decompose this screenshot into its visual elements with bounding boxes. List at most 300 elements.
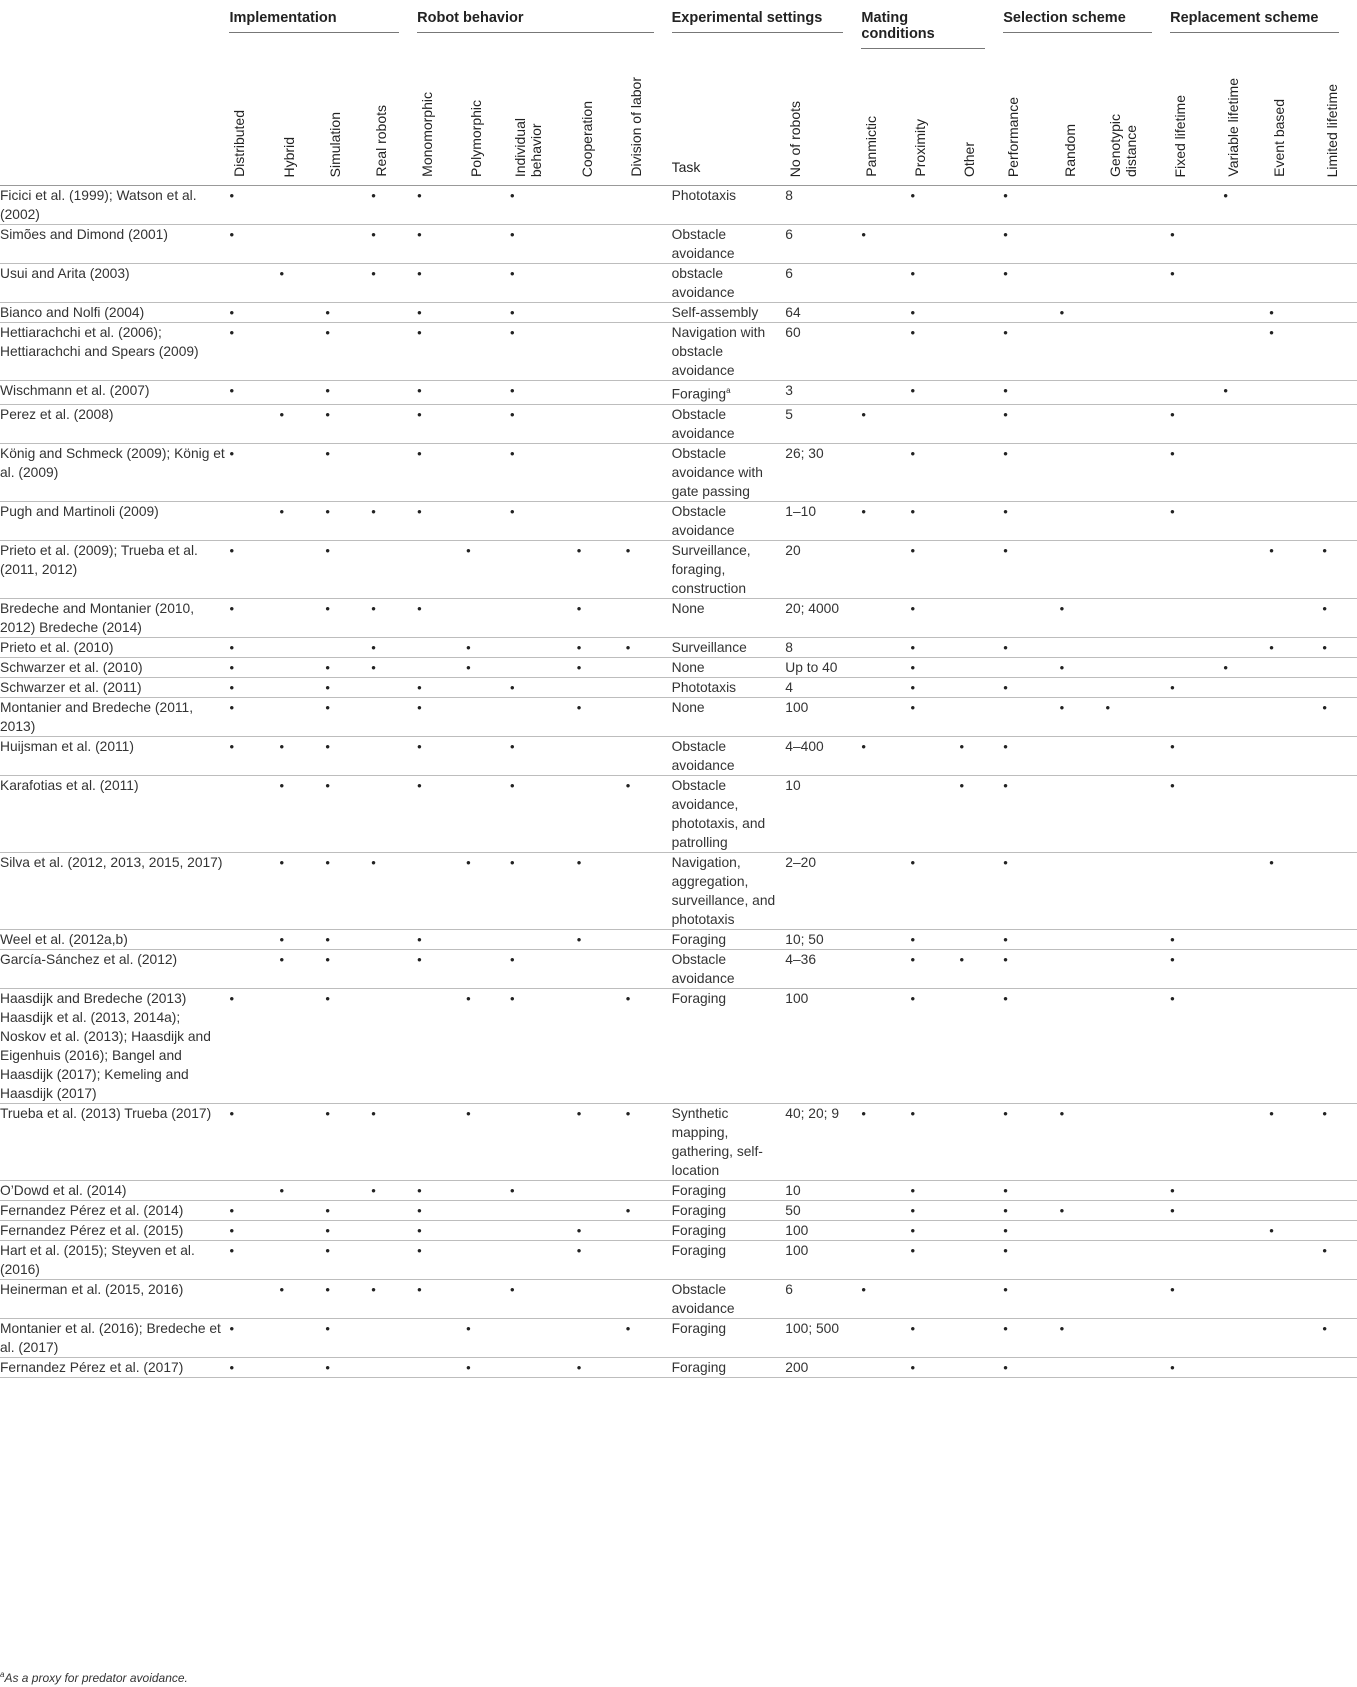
dot-cell — [959, 736, 1003, 775]
dot-cell — [279, 677, 325, 697]
dot-cell — [626, 1103, 672, 1180]
table-row — [0, 1357, 1357, 1377]
dot-cell — [626, 657, 672, 677]
bullet-mark: • — [229, 1222, 234, 1238]
dot-cell — [325, 540, 371, 598]
dot-cell — [229, 1220, 279, 1240]
dot-cell — [325, 1180, 371, 1200]
dot-cell — [1269, 501, 1322, 540]
dot-cell — [371, 186, 417, 225]
bullet-mark: • — [417, 699, 422, 715]
column-header-row — [0, 49, 1357, 186]
dot-cell — [861, 443, 910, 501]
task-cell — [672, 323, 786, 381]
task-cell — [672, 1103, 786, 1180]
dot-cell — [861, 501, 910, 540]
dot-cell — [279, 949, 325, 988]
bullet-mark: • — [910, 854, 915, 870]
dot-cell — [1003, 677, 1059, 697]
bullet-mark: • — [466, 659, 471, 675]
bullet-mark: • — [910, 305, 915, 320]
table-row — [0, 540, 1357, 598]
dot-cell — [1170, 697, 1223, 736]
dot-cell — [229, 323, 279, 381]
robot-count-cell: 100 — [785, 697, 861, 736]
column-header — [959, 49, 1003, 186]
dot-cell — [229, 1240, 279, 1279]
dot-cell — [1269, 1180, 1322, 1200]
dot-cell — [577, 598, 626, 637]
reference-cell: García-Sánchez et al. (2012) — [0, 949, 229, 988]
dot-cell — [466, 988, 510, 1103]
bullet-mark: • — [576, 931, 582, 947]
dot-cell — [959, 929, 1003, 949]
bullet-mark: • — [325, 951, 330, 967]
dot-cell — [371, 501, 417, 540]
dot-cell — [417, 381, 466, 405]
bullet-mark: • — [325, 383, 330, 398]
bullet-mark: • — [1059, 1105, 1065, 1121]
dot-cell — [910, 852, 959, 929]
bullet-mark: • — [1322, 1105, 1327, 1121]
dot-cell — [1269, 1240, 1322, 1279]
bullet-mark: • — [1059, 305, 1065, 320]
bullet-mark: • — [625, 777, 631, 793]
group-header — [672, 6, 862, 49]
robot-count-cell: 1–10 — [785, 501, 861, 540]
dot-cell — [626, 1357, 672, 1377]
bullet-mark: • — [325, 777, 330, 793]
reference-cell: Karafotias et al. (2011) — [0, 775, 229, 852]
bullet-mark: • — [229, 1105, 234, 1121]
bullet-mark: • — [229, 600, 234, 616]
dot-cell — [861, 1180, 910, 1200]
task-cell — [672, 1200, 786, 1220]
group-header — [1003, 6, 1170, 49]
dot-cell — [279, 598, 325, 637]
dot-cell — [1170, 323, 1223, 381]
dot-cell — [910, 988, 959, 1103]
dot-cell — [1322, 1103, 1357, 1180]
task-cell — [672, 598, 786, 637]
dot-cell — [1322, 736, 1357, 775]
dot-cell — [417, 775, 466, 852]
dot-cell — [1003, 637, 1059, 657]
dot-cell — [371, 657, 417, 677]
dot-cell — [510, 1220, 577, 1240]
bullet-mark: • — [1170, 1359, 1175, 1375]
dot-cell — [510, 404, 577, 443]
dot-cell — [371, 697, 417, 736]
table-row — [0, 598, 1357, 637]
bullet-mark: • — [466, 1320, 471, 1336]
reference-cell: Bredeche and Montanier (2010, 2012) Bredeche (2014) — [0, 598, 229, 637]
dot-cell — [1003, 540, 1059, 598]
bullet-mark: • — [509, 1182, 515, 1198]
dot-cell — [1170, 949, 1223, 988]
dot-cell — [371, 1220, 417, 1240]
bullet-mark: • — [1170, 931, 1175, 947]
dot-cell — [959, 1357, 1003, 1377]
dot-cell — [371, 949, 417, 988]
dot-cell — [626, 775, 672, 852]
dot-cell — [1223, 657, 1269, 677]
dot-cell — [510, 225, 577, 264]
dot-cell — [1060, 736, 1106, 775]
dot-cell — [325, 988, 371, 1103]
dot-cell — [466, 949, 510, 988]
dot-cell — [910, 929, 959, 949]
table-row — [0, 949, 1357, 988]
bullet-mark: • — [325, 699, 330, 715]
dot-cell — [626, 598, 672, 637]
dot-cell — [1269, 323, 1322, 381]
bullet-mark: • — [417, 1281, 422, 1297]
dot-cell — [279, 1200, 325, 1220]
bullet-mark: • — [1059, 699, 1065, 715]
dot-cell — [1060, 852, 1106, 929]
column-header-label: Simulation — [327, 111, 344, 177]
dot-cell — [910, 264, 959, 303]
dot-cell — [1269, 381, 1322, 405]
dot-cell — [577, 677, 626, 697]
column-header-label: No of robots — [787, 100, 804, 177]
column-header-label: Fixed lifetime — [1172, 94, 1189, 177]
dot-cell — [279, 1220, 325, 1240]
dot-cell — [910, 775, 959, 852]
column-header-label: Other — [961, 141, 978, 177]
bullet-mark: • — [959, 738, 965, 754]
dot-cell — [1060, 323, 1106, 381]
bullet-mark: • — [509, 951, 515, 967]
dot-cell — [910, 323, 959, 381]
bullet-mark: • — [229, 1320, 234, 1336]
bullet-mark: • — [466, 990, 471, 1006]
bullet-mark: • — [417, 931, 422, 947]
reference-cell: König and Schmeck (2009); König et al. (2009) — [0, 443, 229, 501]
dot-cell — [1223, 381, 1269, 405]
dot-cell — [959, 443, 1003, 501]
dot-cell — [229, 225, 279, 264]
dot-cell — [1223, 323, 1269, 381]
dot-cell — [1322, 949, 1357, 988]
dot-cell — [325, 1357, 371, 1377]
bullet-mark: • — [371, 188, 376, 203]
bullet-mark: • — [325, 1242, 330, 1258]
dot-cell — [279, 1279, 325, 1318]
dot-cell — [466, 1220, 510, 1240]
task-cell — [672, 852, 786, 929]
task-text: None — [671, 699, 705, 715]
group-header-row — [0, 6, 1357, 49]
dot-cell — [910, 1103, 959, 1180]
dot-cell — [279, 540, 325, 598]
reference-cell: Montanier et al. (2016); Bredeche et al. (2017) — [0, 1318, 229, 1357]
dot-cell — [1223, 225, 1269, 264]
bullet-mark: • — [417, 227, 422, 242]
dot-cell — [626, 540, 672, 598]
dot-cell — [1003, 598, 1059, 637]
dot-cell — [1223, 1200, 1269, 1220]
dot-cell — [1105, 697, 1170, 736]
dot-cell — [1060, 697, 1106, 736]
dot-cell — [466, 323, 510, 381]
dot-cell — [229, 1357, 279, 1377]
dot-cell — [577, 1357, 626, 1377]
column-header-label: Proximity — [912, 119, 929, 177]
dot-cell — [417, 677, 466, 697]
dot-cell — [417, 1279, 466, 1318]
dot-cell — [1003, 1220, 1059, 1240]
dot-cell — [279, 988, 325, 1103]
dot-cell — [371, 736, 417, 775]
dot-cell — [1105, 1240, 1170, 1279]
reference-cell: Usui and Arita (2003) — [0, 264, 229, 303]
task-cell — [672, 1279, 786, 1318]
dot-cell — [861, 929, 910, 949]
dot-cell — [371, 598, 417, 637]
bullet-mark: • — [1269, 305, 1274, 320]
task-text: Foraging — [671, 1222, 727, 1238]
dot-cell — [626, 443, 672, 501]
column-header — [626, 49, 672, 186]
dot-cell — [371, 637, 417, 657]
bullet-mark: • — [371, 639, 376, 655]
footnote-mark: a — [0, 1670, 5, 1679]
dot-cell — [910, 1240, 959, 1279]
dot-cell — [626, 381, 672, 405]
column-header — [1105, 49, 1170, 186]
dot-cell — [417, 303, 466, 323]
bullet-mark: • — [1003, 1182, 1008, 1198]
task-cell — [672, 225, 786, 264]
dot-cell — [861, 540, 910, 598]
dot-cell — [1223, 1180, 1269, 1200]
dot-cell — [626, 1200, 672, 1220]
bullet-mark: • — [325, 931, 330, 947]
dot-cell — [417, 186, 466, 225]
task-text: Foraging — [671, 990, 727, 1006]
dot-cell — [1003, 1103, 1059, 1180]
column-header-label: Variable lifetime — [1225, 78, 1242, 177]
dot-cell — [466, 1240, 510, 1279]
task-text: Obstacle avoidance — [671, 951, 735, 986]
dot-cell — [1223, 540, 1269, 598]
dot-cell — [1269, 988, 1322, 1103]
dot-cell — [910, 657, 959, 677]
dot-cell — [1322, 381, 1357, 405]
dot-cell — [1269, 1318, 1322, 1357]
bullet-mark: • — [417, 188, 422, 203]
dot-cell — [1322, 303, 1357, 323]
dot-cell — [1269, 1357, 1322, 1377]
dot-cell — [1322, 637, 1357, 657]
dot-cell — [1170, 1279, 1223, 1318]
bullet-mark: • — [325, 679, 330, 695]
dot-cell — [959, 852, 1003, 929]
dot-cell — [417, 657, 466, 677]
table-row — [0, 929, 1357, 949]
dot-cell — [1322, 1357, 1357, 1377]
dot-cell — [279, 501, 325, 540]
dot-cell — [229, 697, 279, 736]
dot-cell — [229, 1318, 279, 1357]
task-text: Foraging — [671, 1202, 727, 1218]
dot-cell — [229, 1180, 279, 1200]
reference-cell: Wischmann et al. (2007) — [0, 381, 229, 405]
robot-count-cell: 200 — [785, 1357, 861, 1377]
task-text: Surveillance, foraging, construction — [671, 542, 751, 596]
robot-count-cell: 4–400 — [785, 736, 861, 775]
bullet-mark: • — [861, 406, 866, 422]
table-body — [0, 186, 1357, 1378]
task-text: Foraging — [671, 386, 727, 402]
dot-cell — [1060, 186, 1106, 225]
dot-cell — [417, 949, 466, 988]
robot-count-cell: 6 — [785, 225, 861, 264]
bullet-mark: • — [1003, 854, 1008, 870]
dot-cell — [861, 225, 910, 264]
dot-cell — [577, 1318, 626, 1357]
dot-cell — [371, 1357, 417, 1377]
dot-cell — [371, 929, 417, 949]
dot-cell — [1170, 598, 1223, 637]
reference-cell: Hettiarachchi et al. (2006); Hettiarachchi and Spears (2009) — [0, 323, 229, 381]
task-cell — [672, 677, 786, 697]
dot-cell — [279, 186, 325, 225]
dot-cell — [910, 1279, 959, 1318]
dot-cell — [959, 775, 1003, 852]
dot-cell — [325, 1279, 371, 1318]
dot-cell — [510, 1180, 577, 1200]
dot-cell — [626, 929, 672, 949]
dot-cell — [229, 186, 279, 225]
dot-cell — [325, 443, 371, 501]
dot-cell — [466, 1103, 510, 1180]
dot-cell — [417, 1180, 466, 1200]
dot-cell — [279, 637, 325, 657]
dot-cell — [417, 988, 466, 1103]
column-header — [417, 49, 466, 186]
bullet-mark: • — [325, 990, 330, 1006]
dot-cell — [371, 677, 417, 697]
dot-cell — [1269, 852, 1322, 929]
dot-cell — [325, 1240, 371, 1279]
table-row — [0, 264, 1357, 303]
group-header — [229, 6, 417, 49]
dot-cell — [910, 1318, 959, 1357]
table-row — [0, 381, 1357, 405]
dot-cell — [466, 598, 510, 637]
dot-cell — [861, 1200, 910, 1220]
column-header-label: Individual behavior — [511, 117, 544, 177]
robot-count-cell: 8 — [785, 637, 861, 657]
dot-cell — [1003, 381, 1059, 405]
dot-cell — [417, 264, 466, 303]
dot-cell — [1105, 1200, 1170, 1220]
dot-cell — [325, 264, 371, 303]
bullet-mark: • — [325, 1105, 330, 1121]
dot-cell — [1060, 225, 1106, 264]
dot-cell — [1269, 949, 1322, 988]
bullet-mark: • — [1003, 1202, 1008, 1218]
dot-cell — [1003, 1279, 1059, 1318]
bullet-mark: • — [1170, 445, 1175, 461]
reference-cell: Fernandez Pérez et al. (2017) — [0, 1357, 229, 1377]
column-header — [1170, 49, 1223, 186]
task-cell — [672, 443, 786, 501]
bullet-mark: • — [417, 325, 422, 340]
task-text: Synthetic mapping, gathering, self-location — [671, 1105, 763, 1178]
bullet-mark: • — [1003, 227, 1008, 242]
bullet-mark: • — [625, 639, 631, 655]
dot-cell — [510, 264, 577, 303]
bullet-mark: • — [1003, 325, 1008, 340]
dot-cell — [1269, 404, 1322, 443]
dot-cell — [1322, 1200, 1357, 1220]
bullet-mark: • — [509, 445, 515, 461]
dot-cell — [279, 303, 325, 323]
dot-cell — [577, 1240, 626, 1279]
dot-cell — [1223, 1357, 1269, 1377]
bullet-mark: • — [371, 1182, 376, 1198]
robot-count-cell: 20 — [785, 540, 861, 598]
bullet-mark: • — [1322, 699, 1327, 715]
dot-cell — [1269, 775, 1322, 852]
group-header-label: Selection scheme — [1003, 6, 1152, 33]
dot-cell — [279, 736, 325, 775]
bullet-mark: • — [417, 406, 422, 422]
dot-cell — [959, 949, 1003, 988]
dot-cell — [1170, 736, 1223, 775]
task-cell — [672, 697, 786, 736]
dot-cell — [229, 598, 279, 637]
dot-cell — [959, 540, 1003, 598]
dot-cell — [959, 988, 1003, 1103]
reference-cell: Montanier and Bredeche (2011, 2013) — [0, 697, 229, 736]
dot-cell — [510, 949, 577, 988]
bullet-mark: • — [1269, 854, 1274, 870]
column-header — [861, 49, 910, 186]
group-header-label: Replacement scheme — [1170, 6, 1339, 33]
bullet-mark: • — [325, 445, 330, 461]
dot-cell — [417, 736, 466, 775]
dot-cell — [1322, 443, 1357, 501]
dot-cell — [417, 598, 466, 637]
dot-cell — [1170, 443, 1223, 501]
dot-cell — [910, 225, 959, 264]
dot-cell — [626, 303, 672, 323]
bullet-mark: • — [229, 679, 234, 695]
dot-cell — [959, 677, 1003, 697]
bullet-mark: • — [1003, 445, 1008, 461]
dot-cell — [1170, 637, 1223, 657]
dot-cell — [1322, 1279, 1357, 1318]
robot-count-cell: 40; 20; 9 — [785, 1103, 861, 1180]
dot-cell — [229, 501, 279, 540]
table-row — [0, 988, 1357, 1103]
bullet-mark: • — [325, 542, 330, 558]
dot-cell — [417, 1200, 466, 1220]
bullet-mark: • — [1105, 699, 1111, 715]
dot-cell — [279, 657, 325, 677]
dot-cell — [626, 323, 672, 381]
bullet-mark: • — [1269, 1105, 1274, 1121]
dot-cell — [861, 988, 910, 1103]
column-header — [279, 49, 325, 186]
bullet-mark: • — [910, 445, 915, 461]
dot-cell — [959, 1318, 1003, 1357]
